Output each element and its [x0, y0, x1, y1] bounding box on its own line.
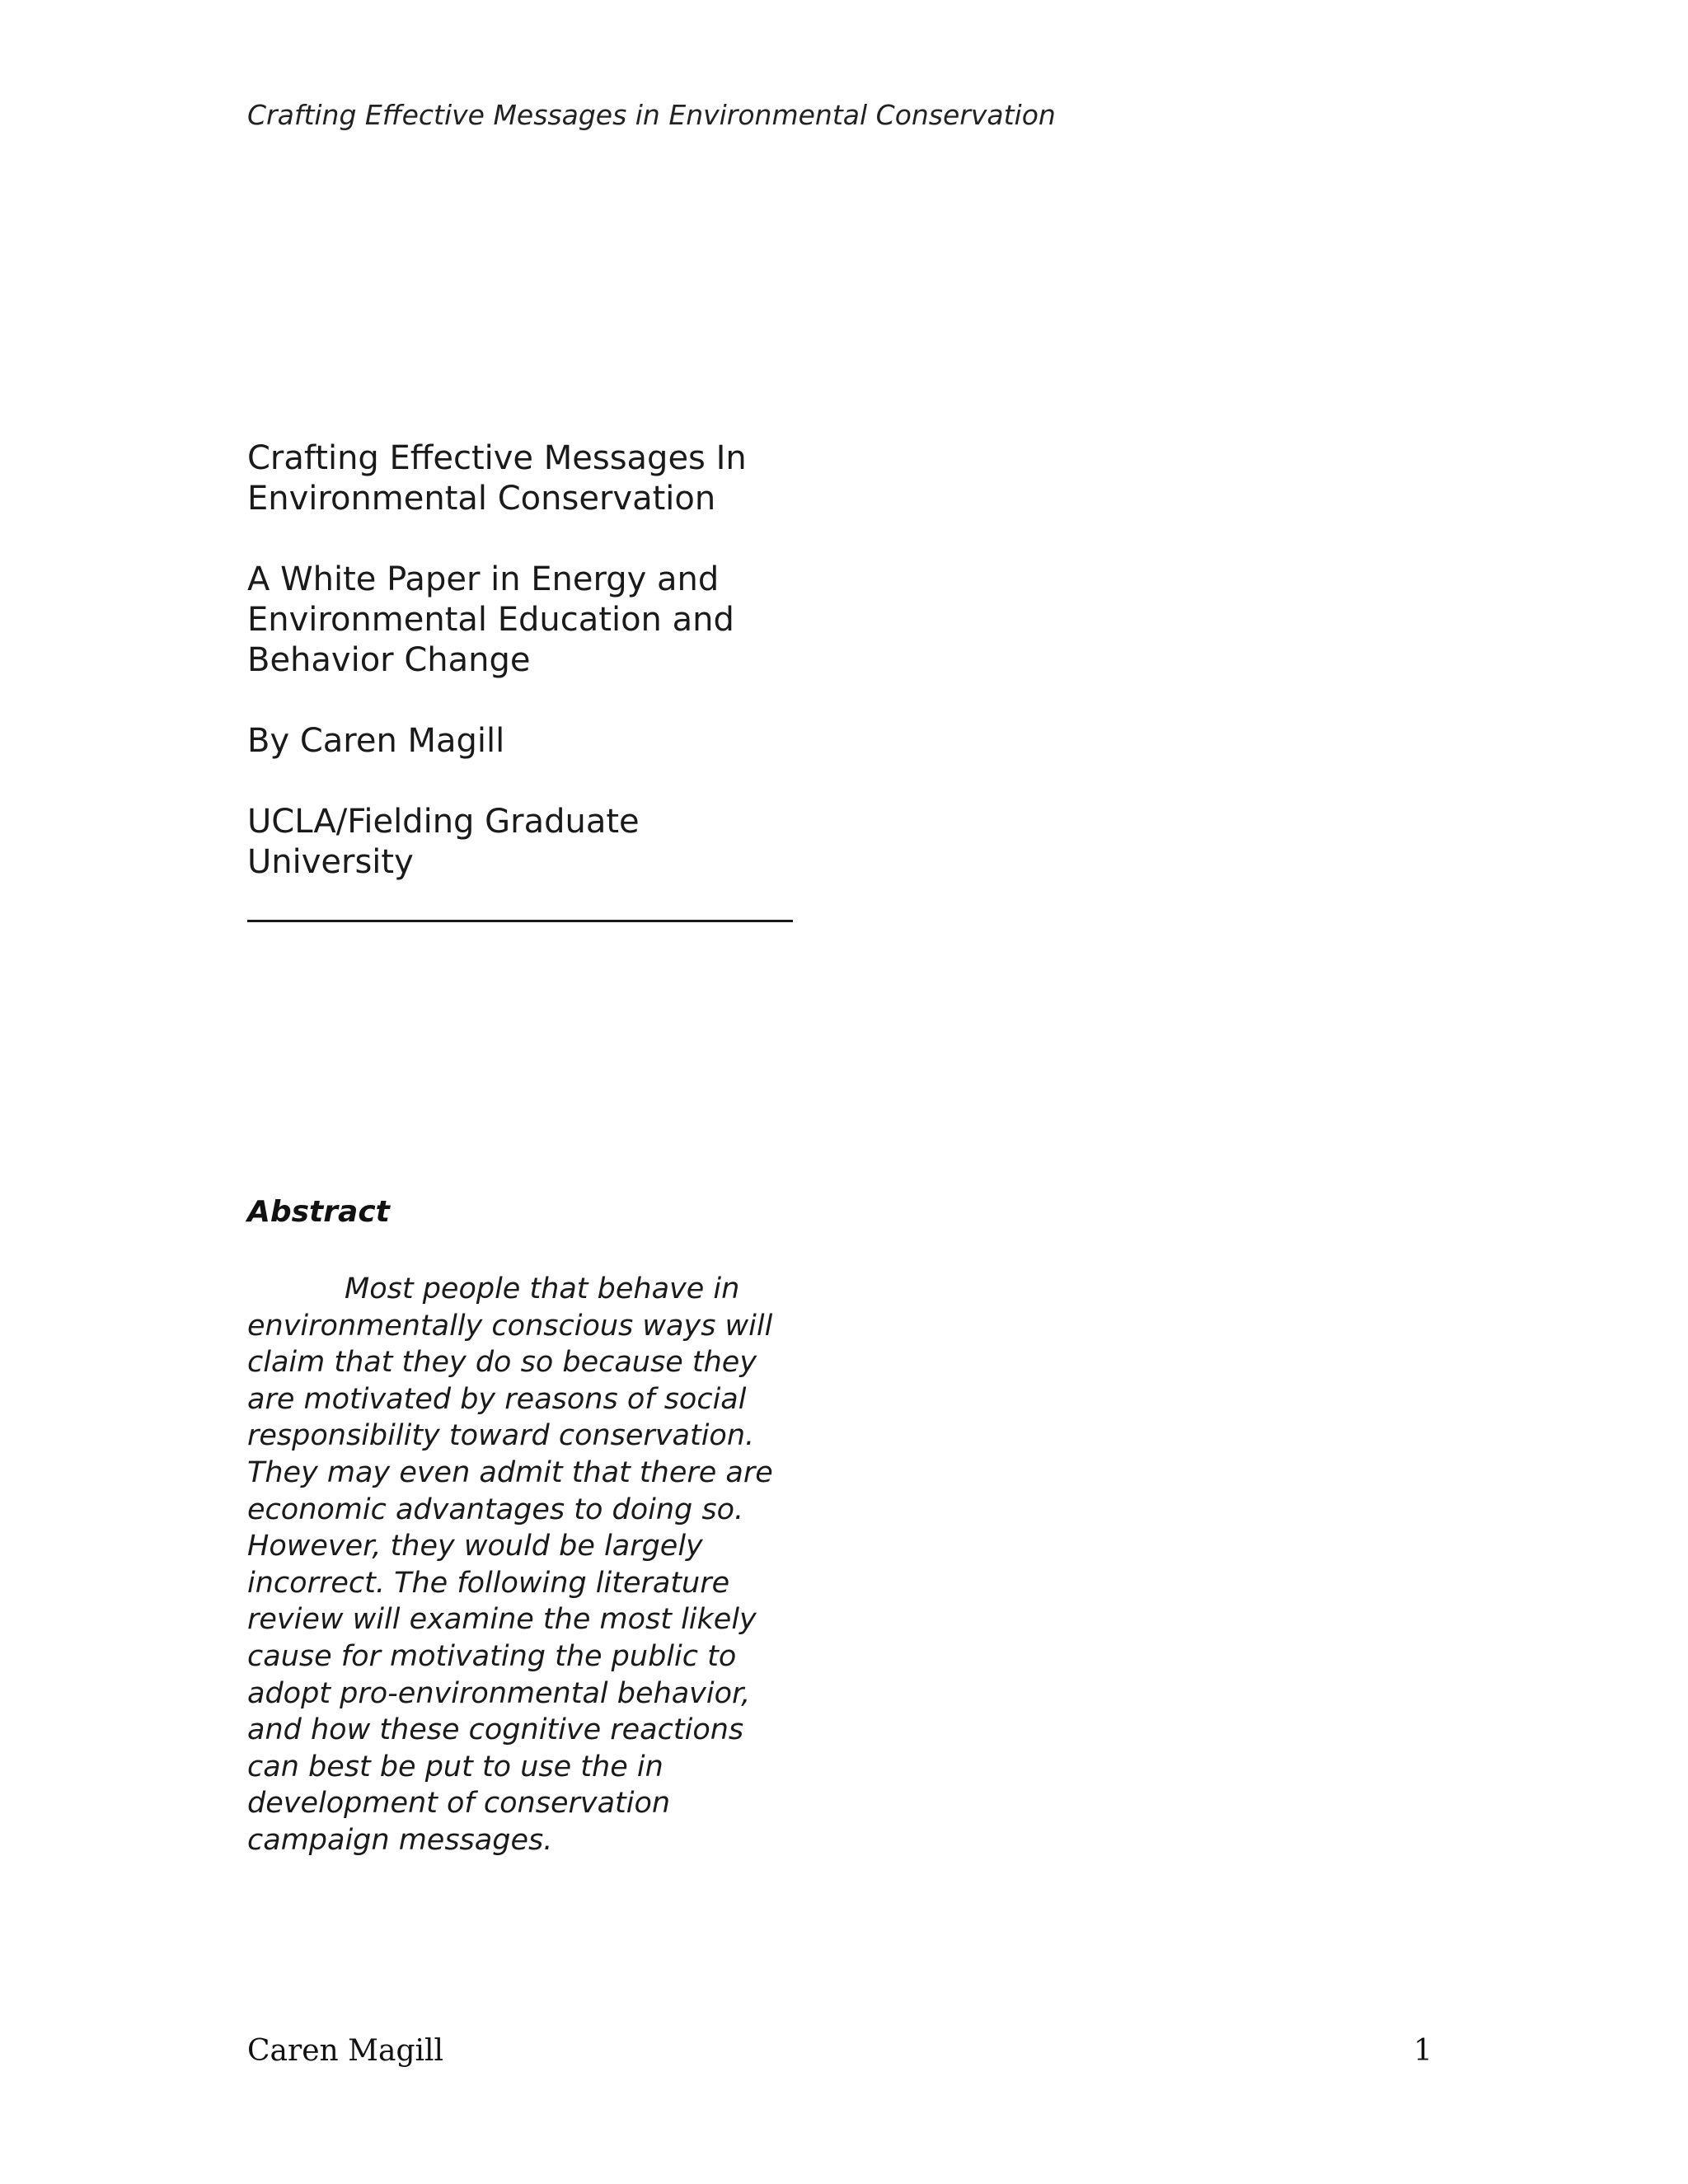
abstract-line: They may even admit that there are	[247, 1455, 773, 1489]
paper-title	[247, 438, 824, 519]
abstract-line: However, they would be largely	[247, 1530, 703, 1563]
abstract-line: can best be put to use the in	[247, 1750, 663, 1783]
abstract-line: and how these cognitive reactions	[247, 1713, 744, 1747]
paper-title-line: Environmental Conservation	[247, 480, 716, 518]
paper-subtitle-line: A White Paper in Energy and	[247, 560, 720, 598]
abstract-line: cause for motivating the public to	[247, 1639, 737, 1673]
title-divider	[247, 920, 793, 922]
abstract-line: incorrect. The following literature	[247, 1566, 730, 1600]
abstract-line: economic advantages to doing so.	[247, 1493, 744, 1526]
abstract-body	[247, 1271, 824, 1859]
paper-subtitle-line: Environmental Education and	[247, 601, 734, 639]
paper-subtitle	[247, 560, 824, 681]
affiliation-line: UCLA/Fielding Graduate	[247, 803, 640, 841]
abstract-line: claim that they do so because they	[247, 1346, 757, 1380]
abstract-line: campaign messages.	[247, 1823, 553, 1857]
abstract-line: adopt pro-environmental behavior,	[247, 1676, 751, 1710]
abstract-line: development of conservation	[247, 1787, 671, 1821]
paper-title-line: Crafting Effective Messages In	[247, 439, 747, 477]
abstract-line: Most people that behave in	[345, 1272, 740, 1305]
abstract-heading: Abstract	[247, 1195, 390, 1229]
abstract-line: responsibility toward conservation.	[247, 1419, 755, 1453]
affiliation-line: University	[247, 843, 414, 881]
abstract-line: review will examine the most likely	[247, 1603, 757, 1637]
running-header: Crafting Effective Messages in Environmental Conservation	[247, 99, 1056, 131]
byline: By Caren Magill	[247, 722, 505, 760]
page-number: 1	[1414, 2034, 1432, 2068]
abstract-line: environmentally conscious ways will	[247, 1309, 773, 1343]
abstract-line: are motivated by reasons of social	[247, 1382, 747, 1416]
paper-subtitle-line: Behavior Change	[247, 641, 531, 679]
footer-author: Caren Magill	[247, 2034, 444, 2068]
title-block	[247, 438, 824, 883]
affiliation	[247, 802, 824, 883]
